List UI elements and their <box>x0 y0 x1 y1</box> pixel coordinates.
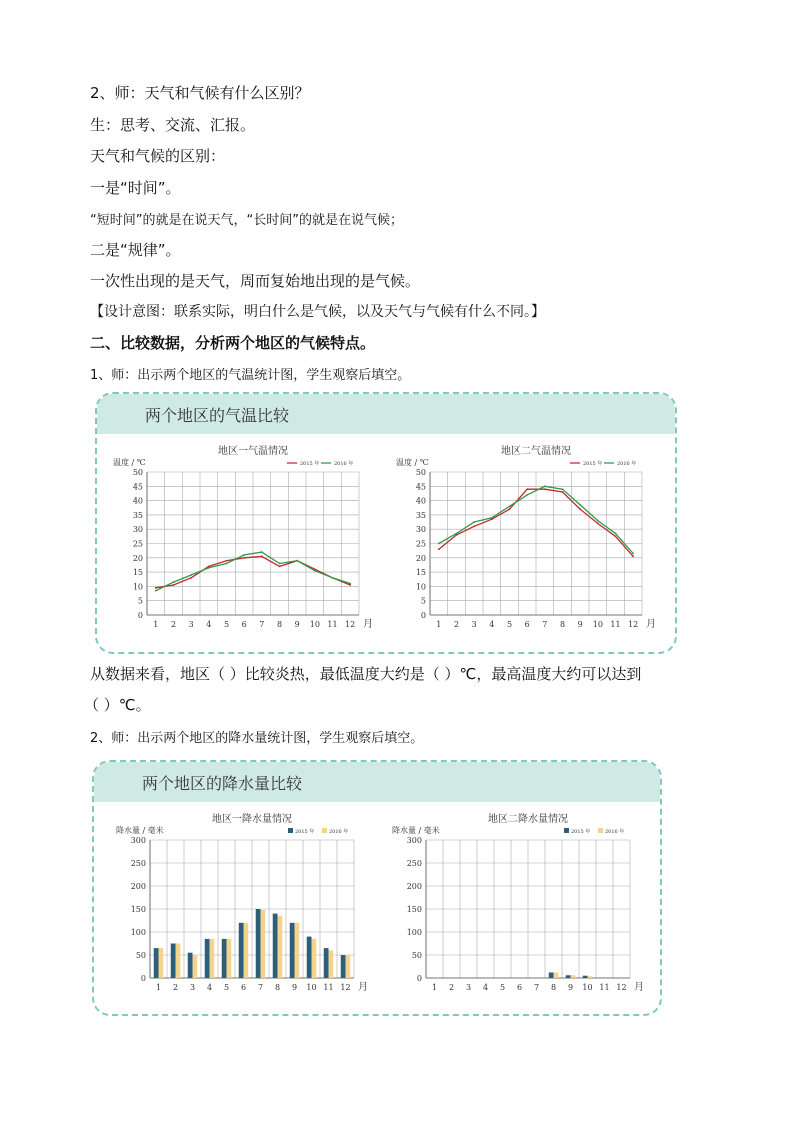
bar-s0-m9 <box>566 975 571 978</box>
bar-s0-m8 <box>273 914 278 978</box>
y-tick-label: 150 <box>130 905 146 914</box>
point-s1-m1 <box>438 543 440 545</box>
point-s0-m10 <box>597 523 599 525</box>
x-tick-label: 10 <box>309 620 320 629</box>
x-tick-label: 6 <box>241 620 247 629</box>
x-tick-label: 12 <box>345 620 356 629</box>
x-tick-label: 5 <box>499 983 506 992</box>
x-axis-unit: 月 <box>646 619 656 630</box>
bar-s0-m10 <box>583 976 588 978</box>
y-tick-label: 45 <box>132 482 143 492</box>
point-s1-m8 <box>279 563 281 565</box>
bar-s1-m6 <box>244 923 249 978</box>
legend-label-1: 2016 年 <box>605 829 625 835</box>
y-tick-label: 40 <box>415 496 426 506</box>
bar-s1-m5 <box>227 939 232 978</box>
y-tick-label: 150 <box>406 905 422 914</box>
bar-s1-m11 <box>329 950 334 978</box>
point-s1-m3 <box>190 574 192 576</box>
x-tick-label: 6 <box>240 983 247 992</box>
legend-swatch-0 <box>564 828 569 833</box>
legend-swatch-1 <box>322 828 327 833</box>
x-tick-label: 3 <box>189 983 196 992</box>
x-tick-label: 10 <box>592 620 603 629</box>
bar-s1-m9 <box>571 975 576 978</box>
x-tick-label: 7 <box>259 620 265 629</box>
x-tick-label: 1 <box>153 620 159 629</box>
y-tick-label: 35 <box>415 510 426 520</box>
point-s1-m10 <box>314 570 316 572</box>
bar-s1-m4 <box>210 939 215 978</box>
y-tick-label: 45 <box>415 482 426 492</box>
x-tick-label: 11 <box>599 983 610 992</box>
chart-title: 地区一降水量情况 <box>212 814 292 825</box>
point-s1-m7 <box>261 551 263 553</box>
point-s0-m1 <box>438 548 440 550</box>
x-tick-label: 5 <box>506 620 513 629</box>
point-s1-m12 <box>349 583 351 585</box>
design-intent: 【设计意图：联系实际，明白什么是气候，以及天气与气候有什么不同。】 <box>90 304 545 320</box>
x-tick-label: 10 <box>582 983 593 992</box>
legend-label-0: 2015 年 <box>300 461 320 467</box>
temperature-panel-header <box>97 394 675 434</box>
point-s1-m7 <box>544 485 546 487</box>
y-axis-label: 温度 / ℃ <box>113 458 146 467</box>
bar-s1-m8 <box>554 972 559 978</box>
y-tick-label: 40 <box>132 496 143 506</box>
point-s1-m4 <box>491 517 493 519</box>
legend-label-1: 2016 年 <box>329 829 349 835</box>
x-tick-label: 8 <box>274 983 281 992</box>
point-s0-m2 <box>173 584 175 586</box>
precipitation-panel-header <box>94 762 660 802</box>
x-tick-label: 8 <box>550 983 557 992</box>
y-tick-label: 30 <box>415 525 426 535</box>
bar-s0-m5 <box>222 939 227 978</box>
y-tick-label: 20 <box>132 553 143 563</box>
x-tick-label: 2 <box>172 983 179 992</box>
x-tick-label: 11 <box>323 983 334 992</box>
legend-label-0: 2015 年 <box>295 829 315 835</box>
y-tick-label: 300 <box>406 836 422 845</box>
point-one: 一是“时间”。 <box>90 179 181 197</box>
temperature-panel-title: 两个地区的气温比较 <box>145 406 290 425</box>
point-s0-m11 <box>615 535 617 537</box>
point-s1-m3 <box>473 521 475 523</box>
legend-label-0: 2015 年 <box>571 829 591 835</box>
y-tick-label: 10 <box>415 582 426 592</box>
chart-title: 地区二降水量情况 <box>488 814 568 825</box>
x-tick-label: 7 <box>542 620 548 629</box>
fill-blank-line-1: 从数据来看，地区（ ）比较炎热，最低温度大约是（ ）℃，最高温度大约可以达到 <box>90 665 642 683</box>
y-tick-label: 250 <box>130 859 146 868</box>
point-one-detail: “短时间”的就是在说天气，“长时间”的就是在说气候； <box>90 213 403 228</box>
x-axis-unit: 月 <box>363 619 373 630</box>
x-tick-label: 9 <box>294 620 300 629</box>
x-tick-label: 11 <box>610 620 621 629</box>
x-tick-label: 9 <box>577 620 583 629</box>
precipitation-panel <box>92 760 662 1016</box>
x-tick-label: 10 <box>306 983 317 992</box>
bar-s0-m9 <box>290 923 295 978</box>
y-tick-label: 25 <box>415 539 426 549</box>
bar-s1-m9 <box>295 923 300 978</box>
point-s0-m6 <box>526 488 528 490</box>
point-s1-m8 <box>562 488 564 490</box>
y-tick-label: 200 <box>406 882 422 891</box>
x-tick-label: 3 <box>465 983 472 992</box>
bar-s1-m8 <box>278 916 283 978</box>
x-tick-label: 4 <box>482 983 489 992</box>
bar-s0-m1 <box>154 948 159 978</box>
y-tick-label: 0 <box>420 611 426 620</box>
point-s0-m8 <box>562 491 564 493</box>
y-tick-label: 5 <box>137 596 143 606</box>
point-s1-m5 <box>226 563 228 565</box>
x-tick-label: 3 <box>471 620 477 629</box>
x-tick-label: 12 <box>616 983 627 992</box>
point-s1-m2 <box>173 581 175 583</box>
y-tick-label: 35 <box>132 510 143 520</box>
x-tick-label: 11 <box>327 620 338 629</box>
y-tick-label: 100 <box>406 928 422 937</box>
x-tick-label: 12 <box>628 620 639 629</box>
y-tick-label: 0 <box>137 611 143 620</box>
x-tick-label: 8 <box>276 620 283 629</box>
y-tick-label: 15 <box>132 568 143 578</box>
point-s1-m9 <box>296 560 298 562</box>
x-tick-label: 4 <box>206 620 212 629</box>
bar-s1-m2 <box>176 944 181 979</box>
y-tick-label: 50 <box>411 951 422 960</box>
y-tick-label: 50 <box>415 468 426 477</box>
x-tick-label: 2 <box>170 620 177 629</box>
legend-swatch-0 <box>288 828 293 833</box>
point-s0-m5 <box>226 560 228 562</box>
y-tick-label: 200 <box>130 882 146 891</box>
region2-temperature-chart <box>394 442 664 637</box>
bar-s0-m3 <box>188 953 193 978</box>
point-s1-m5 <box>509 505 511 507</box>
point-s1-m9 <box>579 504 581 506</box>
point-s0-m6 <box>243 557 245 559</box>
point-s1-m6 <box>243 554 245 556</box>
point-s1-m2 <box>456 533 458 535</box>
point-s0-m8 <box>279 565 281 567</box>
y-tick-label: 50 <box>132 468 143 477</box>
legend-label-0: 2015 年 <box>583 461 603 467</box>
x-tick-label: 9 <box>291 983 298 992</box>
bar-s1-m3 <box>193 955 198 978</box>
x-tick-label: 1 <box>431 983 438 992</box>
x-tick-label: 8 <box>559 620 566 629</box>
fill-blank-line-2: （ ）℃。 <box>84 696 151 714</box>
point-s1-m4 <box>208 567 210 569</box>
x-tick-label: 2 <box>448 983 455 992</box>
bar-s1-m12 <box>346 955 351 978</box>
region1-precipitation-chart <box>114 810 376 1000</box>
y-tick-label: 50 <box>135 951 146 960</box>
x-tick-label: 4 <box>489 620 495 629</box>
point-two-detail: 一次性出现的是天气，周而复始地出现的是气候。 <box>90 272 421 290</box>
point-s0-m7 <box>544 488 546 490</box>
x-tick-label: 1 <box>436 620 442 629</box>
chart-title: 地区一气温情况 <box>218 446 288 457</box>
bar-s1-m7 <box>261 910 266 978</box>
x-tick-label: 5 <box>223 983 230 992</box>
question-temperature: 1、师：出示两个地区的气温统计图，学生观察后填空。 <box>90 368 411 383</box>
region1-temperature-chart <box>111 442 381 637</box>
y-tick-label: 15 <box>415 568 426 578</box>
y-tick-label: 250 <box>406 859 422 868</box>
point-s1-m11 <box>615 533 617 535</box>
x-tick-label: 3 <box>188 620 194 629</box>
point-s1-m1 <box>155 590 157 592</box>
bar-s0-m4 <box>205 939 210 978</box>
y-axis-label: 降水量 / 毫米 <box>392 826 440 835</box>
y-tick-label: 0 <box>416 974 422 983</box>
x-axis-unit: 月 <box>634 982 644 993</box>
point-s0-m1 <box>155 587 157 589</box>
y-tick-label: 10 <box>132 582 143 592</box>
x-tick-label: 6 <box>524 620 530 629</box>
point-s0-m7 <box>261 555 263 557</box>
y-tick-label: 30 <box>132 525 143 535</box>
legend-swatch-1 <box>598 828 603 833</box>
point-s0-m3 <box>473 525 475 527</box>
x-tick-label: 4 <box>206 983 213 992</box>
student-response: 生：思考、交流、汇报。 <box>90 116 256 134</box>
question-2: 2、师：天气和气候有什么区别？ <box>90 84 310 102</box>
region2-precipitation-chart <box>390 810 652 1000</box>
point-s0-m5 <box>509 508 511 510</box>
point-s1-m6 <box>526 494 528 496</box>
legend-label-1: 2016 年 <box>334 461 354 467</box>
bar-s1-m10 <box>588 976 593 978</box>
chart-title: 地区二气温情况 <box>501 446 571 457</box>
section-heading: 二、比较数据，分析两个地区的气候特点。 <box>90 334 376 352</box>
bar-s0-m10 <box>307 937 312 978</box>
bar-s0-m8 <box>549 972 554 978</box>
x-tick-label: 5 <box>223 620 230 629</box>
x-tick-label: 2 <box>453 620 460 629</box>
y-tick-label: 5 <box>420 596 426 606</box>
point-s0-m3 <box>190 577 192 579</box>
x-tick-label: 6 <box>516 983 523 992</box>
x-axis-unit: 月 <box>358 982 368 993</box>
bar-s0-m6 <box>239 923 244 978</box>
x-tick-label: 9 <box>567 983 574 992</box>
y-tick-label: 0 <box>140 974 146 983</box>
x-tick-label: 1 <box>155 983 162 992</box>
bar-s0-m12 <box>341 955 346 978</box>
point-s1-m11 <box>332 577 334 579</box>
bar-s1-m1 <box>159 948 164 978</box>
legend-label-1: 2016 年 <box>617 461 637 467</box>
point-s1-m12 <box>632 553 634 555</box>
y-tick-label: 100 <box>130 928 146 937</box>
difference-title: 天气和气候的区别： <box>90 147 226 165</box>
y-tick-label: 25 <box>132 539 143 549</box>
x-tick-label: 7 <box>257 983 264 992</box>
point-s0-m9 <box>579 508 581 510</box>
x-tick-label: 12 <box>340 983 351 992</box>
y-axis-label: 温度 / ℃ <box>396 458 429 467</box>
y-tick-label: 20 <box>415 553 426 563</box>
precipitation-panel-title: 两个地区的降水量比较 <box>142 774 303 793</box>
x-tick-label: 7 <box>533 983 540 992</box>
bar-s0-m2 <box>171 944 176 979</box>
y-tick-label: 300 <box>130 836 146 845</box>
point-s0-m12 <box>632 555 634 557</box>
bar-s0-m11 <box>324 948 329 978</box>
point-two: 二是“规律”。 <box>90 241 181 259</box>
y-axis-label: 降水量 / 毫米 <box>116 826 164 835</box>
bar-s0-m7 <box>256 909 261 978</box>
question-precipitation: 2、师：出示两个地区的降水量统计图，学生观察后填空。 <box>90 731 424 746</box>
bar-s1-m10 <box>312 939 317 978</box>
temperature-panel <box>95 392 677 654</box>
point-s1-m10 <box>597 520 599 522</box>
